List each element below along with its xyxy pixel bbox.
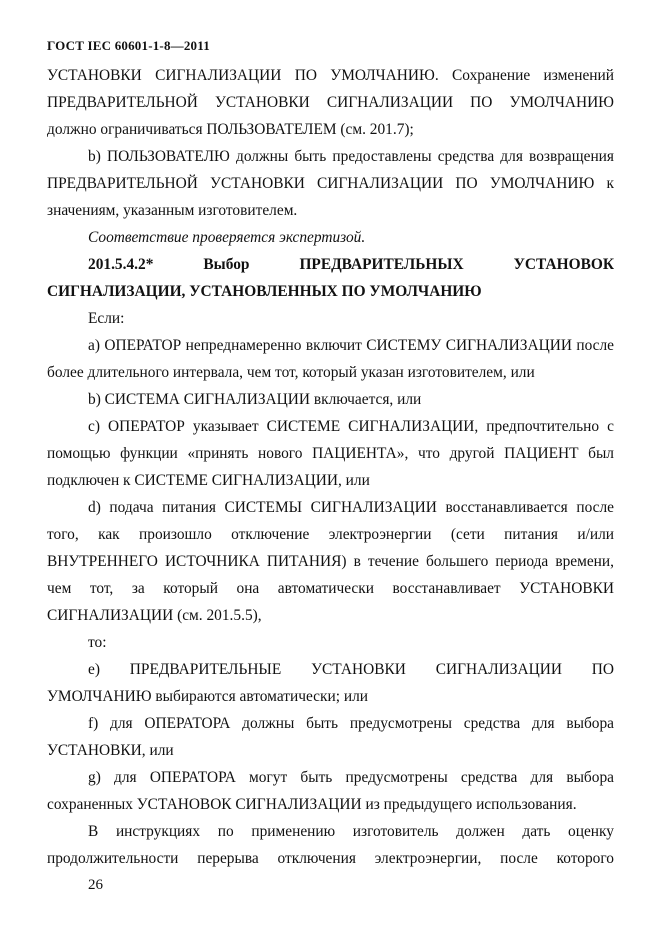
paragraph-item-d: d) подача питания СИСТЕМЫ СИГНАЛИЗАЦИИ восстанавливается после того, как произошло отключение электроэнергии (сети питания и/или ВНУТРЕННЕГО ИСТОЧНИКА ПИТАНИЯ) в течение большего периода времени, чем тот, за который она автоматически восстанавливает УСТАНОВКИ СИГНАЛИЗАЦИИ (см. 201.5.5), <box>47 499 614 624</box>
paragraph-item-e: e) ПРЕДВАРИТЕЛЬНЫЕ УСТАНОВКИ СИГНАЛИЗАЦИИ ПО УМОЛЧАНИЮ выбираются автоматически; или <box>47 661 614 705</box>
paragraph-if: Если: <box>88 310 125 327</box>
paragraph-then: то: <box>88 634 107 651</box>
paragraph-item-c: c) ОПЕРАТОР указывает СИСТЕМЕ СИГНАЛИЗАЦИИ, предпочтительно с помощью функции «принять нового ПАЦИЕНТА», что другой ПАЦИЕНТ был подключен к СИСТЕМЕ СИГНАЛИЗАЦИИ, или <box>47 418 614 489</box>
paragraph-item-f: f) для ОПЕРАТОРА должны быть предусмотрены средства для выбора УСТАНОВКИ, или <box>47 715 614 759</box>
paragraph-1: УСТАНОВКИ СИГНАЛИЗАЦИИ ПО УМОЛЧАНИЮ. Сохранение изменений ПРЕДВАРИТЕЛЬНОЙ УСТАНОВКИ СИГНАЛИЗАЦИИ ПО УМОЛЧАНИЮ должно ограничиваться ПОЛЬЗОВАТЕЛЕМ (см. 201.7); <box>47 67 614 138</box>
document-body <box>47 62 614 872</box>
compliance-note: Соответствие проверяется экспертизой. <box>88 229 366 246</box>
paragraph-instructions: В инструкциях по применению изготовитель должен дать оценку продолжительности перерыва отключения электроэнергии, после которого <box>47 823 614 867</box>
paragraph-item-g: g) для ОПЕРАТОРА могут быть предусмотрены средства для выбора сохраненных УСТАНОВОК СИГНАЛИЗАЦИИ из предыдущего использования. <box>47 769 614 813</box>
document-header: ГОСТ IEC 60601-1-8—2011 <box>47 38 210 53</box>
paragraph-item-a: a) ОПЕРАТОР непреднамеренно включит СИСТЕМУ СИГНАЛИЗАЦИИ после более длительного интервала, чем тот, который указан изготовителем, или <box>47 337 614 381</box>
section-heading-201-5-4-2: 201.5.4.2* Выбор ПРЕДВАРИТЕЛЬНЫХ УСТАНОВОК СИГНАЛИЗАЦИИ, УСТАНОВЛЕННЫХ ПО УМОЛЧАНИЮ <box>47 256 614 300</box>
paragraph-item-b: b) СИСТЕМА СИГНАЛИЗАЦИИ включается, или <box>88 391 422 408</box>
paragraph-item-b-return-defaults: b) ПОЛЬЗОВАТЕЛЮ должны быть предоставлены средства для возвращения ПРЕДВАРИТЕЛЬНОЙ УСТАНОВКИ СИГНАЛИЗАЦИИ ПО УМОЛЧАНИЮ к значениям, указанным изготовителем. <box>47 148 614 219</box>
page-number: 26 <box>88 877 103 893</box>
